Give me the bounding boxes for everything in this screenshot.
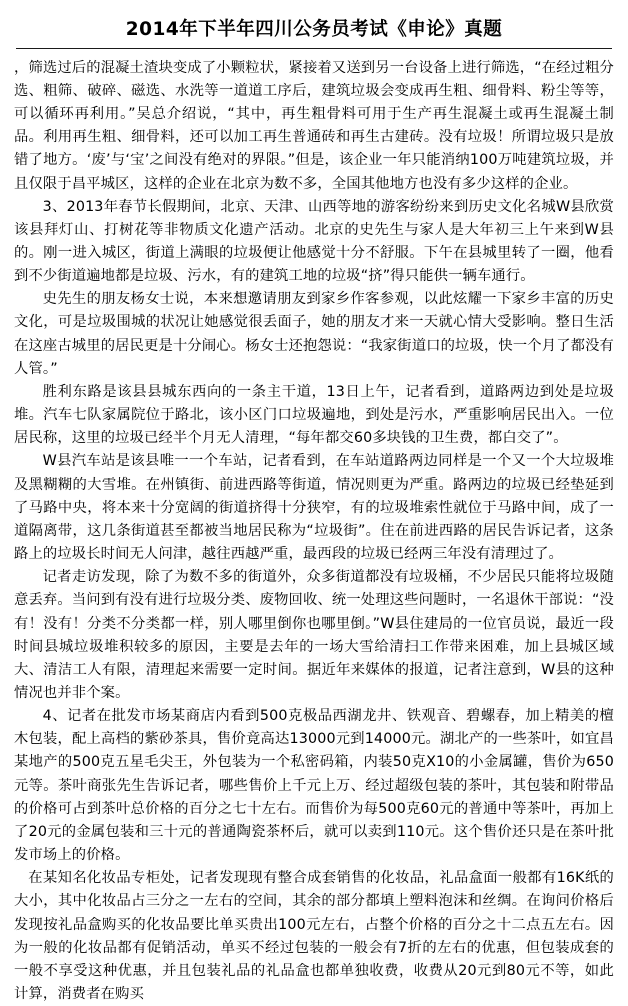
paragraph-6: 记者走访发现，除了为数不多的街道外，众多街道都没有垃圾桶，不少居民只能将垃圾随意丢弃。当问到有没有进行垃圾分类、废物回收、统一处理这些问题时，一名退休干部说：“没有！没有！分类不分类都一样，别人哪里倒你也哪里倒。”W县住建局的一位官员说，最近一段时间县城垃圾堆积较多的原因，主要是去年的一场大雪给清扫工作带来困难，加上县城区域大、清洁工人有限，清理起来需要一定时间。据近年来媒体的报道，记者注意到，W县的这种情况也并非个案。 bbox=[14, 569, 614, 701]
paragraph-5: W县汽车站是该县唯一一个车站，记者看到，在车站道路两边同样是一个又一个大垃圾堆及黑糊糊的大雪堆。在州镇街、前进西路等街道，情况则更为严重。路两边的垃圾已经垫延到了马路中央，将本来十分宽阔的街道挤得十分狭窄，有的垃圾堆索性就位于马路中间，成了一道隔离带，这几条街道甚至都被当地居民称为“垃圾街”。住在前进西路的居民告诉记者，这条路上的垃圾长时间无人问津，越往西越严重，最西段的垃圾已经两三年没有清理过了。 bbox=[14, 453, 614, 563]
paragraph-1: ，筛选过后的混凝土渣块变成了小颗粒状，紧接着又送到另一台设备上进行筛选，“在经过粗分选、粗筛、破碎、磁选、水洗等一道道工序后，建筑垃圾会变成再生粗、细骨料、粉尘等等，可以循环再利用。”吴总介绍说，“其中，再生粗骨料可用于生产再生混凝土或再生混凝土制品。利用再生粗、细骨料，还可以加工再生普通砖和再生古建砖。没有垃圾！所谓垃圾只是放错了地方。‘废’与‘宝’之间没有绝对的界限。”但是，该企业一年只能消纳100万吨建筑垃圾，并且仅限于昌平城区，这样的企业在北京为数不多，全国其他地方也没有多少这样的企业。 bbox=[14, 59, 614, 192]
paragraph-7: 4、记者在批发市场某商店内看到500克极品西湖龙井、铁观音、碧螺春，加上精美的檀木包装，配上高档的紫砂茶具，售价竟高达13000元到14000元。湖北产的一些茶叶，如宜昌某地产的500克五星毛尖王，外包装为一个私密码箱，内装50克X10的小金属罐，售价为650元等。茶叶商张先生告诉记者，哪些售价上千元上万、经过超级包装的茶叶，其包装和附带品的价格可占到茶叶总价格的百分之七十左右。而售价为每500克60元的普通中等茶叶，再加上了20元的金属包装和三十元的普通陶瓷茶杯后，就可以卖到110元。这个售价还只是在茶叶批发市场上的价格。 bbox=[14, 708, 614, 864]
paragraph-2: 3、2013年春节长假期间，北京、天津、山西等地的游客纷纷来到历史文化名城W县欣赏该县拜灯山、打树花等非物质文化遗产活动。北京的史先生与家人是大年初三上午来到W县的。刚一进入城区，街道上满眼的垃圾便让他感觉十分不舒服。下午在县城里转了一圈，他看到不少街道遍地都是垃圾、污水，有的建筑工地的垃圾“挤”得只能供一辆车通行。 bbox=[14, 198, 614, 285]
title-divider bbox=[16, 48, 612, 49]
document-body bbox=[14, 57, 614, 1006]
paragraph-4: 胜利东路是该县县城东西向的一条主干道，13日上午，记者看到，道路两边到处是垃圾堆。汽车七队家属院位于路北，该小区门口垃圾遍地，到处是污水，严重影响居民出入。一位居民称，这里的垃圾已经半个月无人清理，“每年都交60多块钱的卫生费，都白交了”。 bbox=[14, 383, 614, 447]
paragraph-8: 在某知名化妆品专柜处，记者发现现有整合成套销售的化妆品，礼品盒面一般都有16K纸的大小，其中化妆品占三分之一左右的空间，其余的部分都填上塑料泡沫和丝绸。在询问价格后发现按礼品盒购买的化妆品要比单买贵出100元左右，占整个价格的百分之十二点五左右。因为一般的化妆品都有促销活动，单买不经过包装的一般会有7折的左右的优惠，但包装成套的一般不享受这种优惠，并且包装礼品的礼品盒也都单独收费，收费从20元到80元不等，如此计算，消费者在购买 bbox=[14, 870, 614, 1002]
page-title: 2014年下半年四川公务员考试《申论》真题 bbox=[125, 19, 503, 40]
paragraph-3: 史先生的朋友杨女士说，本来想邀请朋友到家乡作客参观，以此炫耀一下家乡丰富的历史文化，可是垃圾围城的状况让她感觉很丢面子，她的朋友才来一天就心情大受影响。整日生活在这座古城里的居民更是十分闹心。杨女士还抱怨说：“我家街道口的垃圾，快一个月了都没有人管。” bbox=[14, 291, 614, 377]
